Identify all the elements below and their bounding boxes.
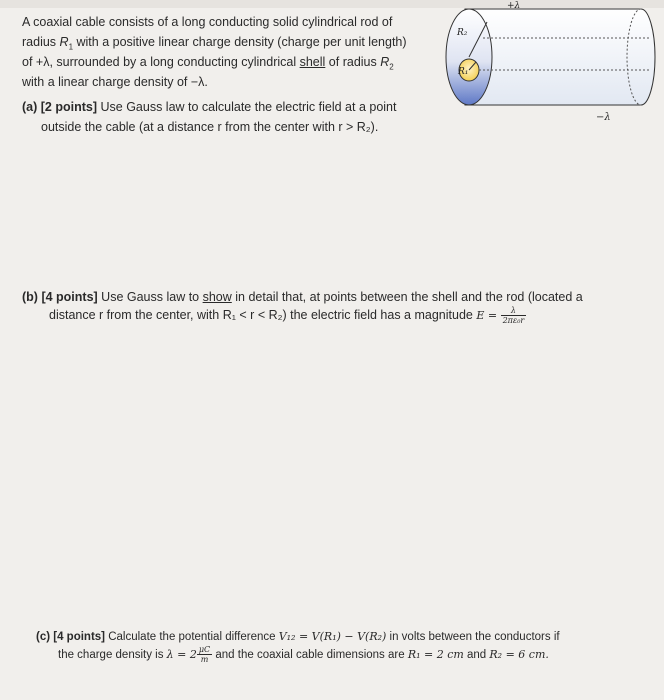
intro-line-4: with a linear charge density of −λ. — [22, 75, 208, 89]
part-c-text: and the coaxial cable dimensions are — [212, 649, 408, 661]
lambda-unit — [197, 645, 212, 664]
coaxial-cable-diagram — [445, 0, 664, 110]
minus-lambda-caption: −λ — [596, 112, 611, 123]
intro-text: with a positive linear charge density (charge per unit length) — [73, 35, 407, 49]
intro-text: of +λ, surrounded by a long conducting cylindrical — [22, 55, 300, 69]
r2-symbol: R — [380, 55, 390, 69]
part-b-text: Use Gauss law to — [97, 290, 203, 304]
part-c-line-2 — [58, 645, 549, 665]
shell-word: shell — [299, 55, 326, 69]
r1-value: R₁ = 2 cm — [407, 648, 464, 661]
intro-text: of radius — [325, 55, 381, 69]
r2-label: R₂ — [457, 28, 468, 38]
part-a-text: Use Gauss law to calculate the electric field at a point — [97, 100, 397, 114]
part-a-line-2: outside the cable (at a distance r from the center with r > R₂). — [41, 120, 379, 134]
field-formula-fraction — [501, 306, 527, 325]
part-b-text: in detail that, at points between the shell and the rod (located a — [231, 290, 583, 304]
formula-denominator: 2πε₀r — [502, 316, 525, 326]
part-c-points: [4 points] — [53, 631, 106, 643]
plus-lambda-label: +λ — [507, 1, 521, 11]
potential-formula: V₁₂ = V(R₁) − V(R₂) — [278, 630, 387, 643]
part-b-points: [4 points] — [41, 290, 98, 304]
unit-denominator: m — [200, 655, 209, 665]
part-b-text: distance r from the center, with R₁ < r < R₂) the electric field has a magnitude — [49, 308, 477, 322]
part-a-points: [2 points] — [40, 100, 98, 114]
intro-line-1: A coaxial cable consists of a long conducting solid cylindrical rod of — [22, 15, 393, 29]
unit-numerator: μC — [198, 645, 211, 655]
r1-subscript: 1 — [68, 42, 74, 52]
lambda-value: λ = 2 — [166, 648, 197, 661]
part-c-text: the charge density is — [58, 649, 167, 661]
part-b-label: (b) — [22, 290, 38, 304]
r2-subscript: 2 — [389, 62, 394, 72]
r1-symbol: R — [59, 35, 69, 49]
part-a-line-1 — [22, 97, 396, 117]
part-c-text: Calculate the potential difference — [105, 631, 279, 643]
part-c-text: and — [463, 649, 490, 661]
part-b-line-1 — [22, 287, 583, 307]
formula-numerator: λ — [501, 306, 527, 316]
coaxial-cable-figure — [445, 0, 664, 110]
part-a-label: (a) — [22, 100, 38, 114]
intro-text: radius — [22, 35, 60, 49]
part-c-label: (c) — [36, 631, 51, 643]
show-word: show — [202, 290, 232, 304]
part-b-line-2 — [49, 305, 526, 326]
field-formula-lhs: E = — [476, 309, 498, 322]
r1-label: R₁ — [458, 67, 469, 77]
part-c-text: in volts between the conductors if — [386, 631, 560, 643]
part-c-line-1 — [36, 627, 560, 647]
r2-value: R₂ = 6 cm. — [489, 648, 549, 661]
